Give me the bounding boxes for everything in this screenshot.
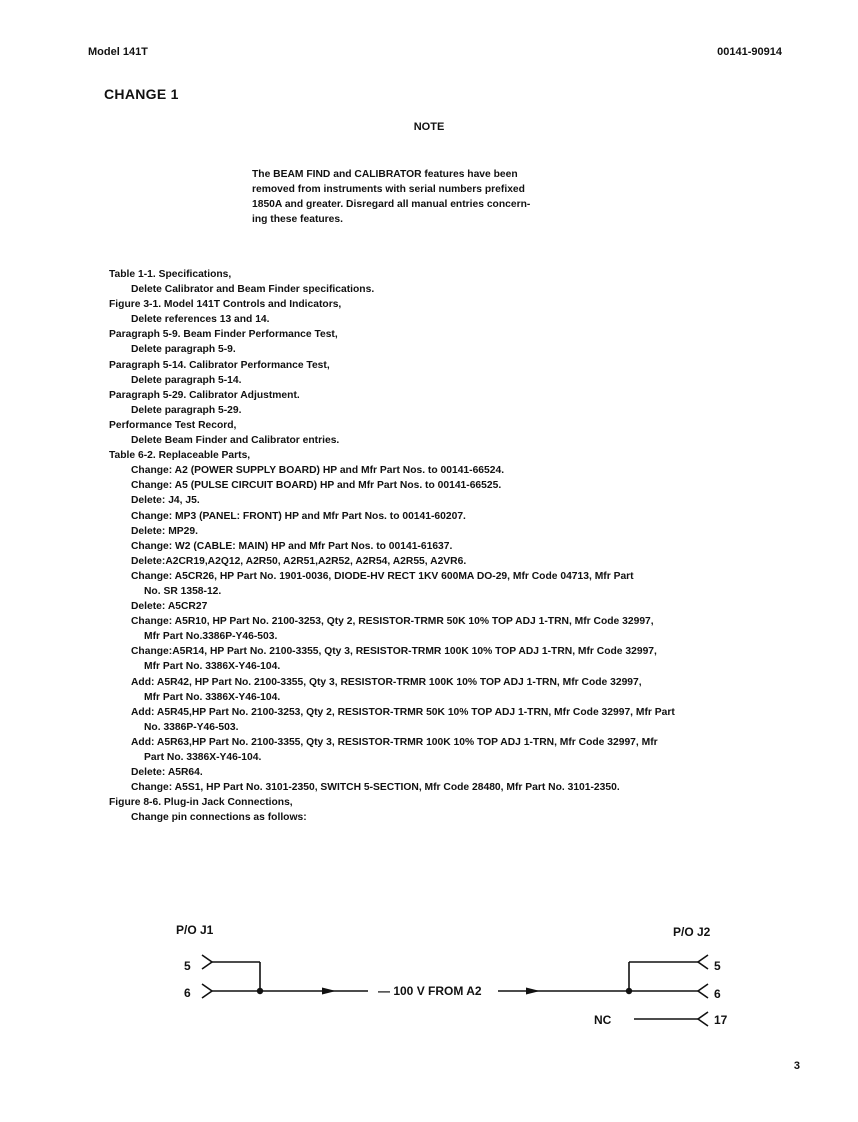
change-heading: Figure 3-1. Model 141T Controls and Indicators, xyxy=(109,299,342,311)
change-heading: Paragraph 5-29. Calibrator Adjustment. xyxy=(109,389,300,401)
change-entry: Mfr Part No. 3386X-Y46-104. xyxy=(144,691,281,703)
change-entry: No. 3386P-Y46-503. xyxy=(144,721,239,733)
left-connector-label: P/O J1 xyxy=(176,923,214,937)
change-heading: Table 6-2. Replaceable Parts, xyxy=(109,450,251,462)
right-pin-label: 5 xyxy=(714,959,721,973)
change-entry: Delete paragraph 5-14. xyxy=(131,374,242,386)
change-entry: Add: A5R45,HP Part No. 2100-3253, Qty 2, RESISTOR-TRMR 50K 10% TOP ADJ 1-TRN, Mfr Code 32997, Mfr Part xyxy=(131,706,675,718)
document-number: 00141-90914 xyxy=(717,46,782,58)
left-pin-label: 5 xyxy=(184,959,191,973)
change-entry: Change: A5 (PULSE CIRCUIT BOARD) HP and Mfr Part Nos. to 00141-66525. xyxy=(131,480,502,492)
change-entry: Delete: A5R64. xyxy=(131,767,203,779)
note-line: 1850A and greater. Disregard all manual entries concern- xyxy=(252,199,531,210)
left-pin-5-arrow xyxy=(202,955,212,969)
change-entry: Change: A2 (POWER SUPPLY BOARD) HP and Mfr Part Nos. to 00141-66524. xyxy=(131,465,505,477)
left-pin-label: 6 xyxy=(184,986,191,1000)
nc-label: NC xyxy=(594,1013,612,1027)
change-entry: Delete: MP29. xyxy=(131,525,198,537)
change-title: CHANGE 1 xyxy=(104,86,179,102)
page-number: 3 xyxy=(793,1060,800,1072)
model-label: Model 141T xyxy=(88,46,148,58)
change-entry: Change: A5CR26, HP Part No. 1901-0036, DIODE-HV RECT 1KV 600MA DO-29, Mfr Code 04713, Mfr Part xyxy=(131,570,634,582)
change-entry: Add: A5R42, HP Part No. 2100-3355, Qty 3, RESISTOR-TRMR 100K 10% TOP ADJ 1-TRN, Mfr Code 32997, xyxy=(131,676,642,688)
pin-connection-diagram xyxy=(0,900,858,1060)
change-entry: Delete:A2CR19,A2Q12, A2R50, A2R51,A2R52, A2R54, A2R55, A2VR6. xyxy=(131,555,467,567)
note-line: The BEAM FIND and CALIBRATOR features have been xyxy=(252,169,518,180)
change-entry: Change: A5S1, HP Part No. 3101-2350, SWITCH 5-SECTION, Mfr Code 28480, Mfr Part No. 3101-2350. xyxy=(131,782,620,794)
change-heading: Paragraph 5-9. Beam Finder Performance Test, xyxy=(109,329,338,341)
change-entry: Change pin connections as follows: xyxy=(131,812,307,824)
left-bus-arrowhead xyxy=(322,988,336,995)
right-pin-label: 6 xyxy=(714,987,721,1001)
change-entry: Change:A5R14, HP Part No. 2100-3355, Qty 3, RESISTOR-TRMR 100K 10% TOP ADJ 1-TRN, Mfr Code 32997, xyxy=(131,646,657,658)
change-heading: Performance Test Record, xyxy=(109,419,237,431)
change-entry: Delete Beam Finder and Calibrator entries. xyxy=(131,435,340,447)
change-entry: No. SR 1358-12. xyxy=(144,585,222,597)
change-entry: Delete references 13 and 14. xyxy=(131,314,270,326)
right-pin-label: 17 xyxy=(714,1013,728,1027)
change-entry: Delete Calibrator and Beam Finder specifications. xyxy=(131,284,375,296)
change-entry: Part No. 3386X-Y46-104. xyxy=(144,752,262,763)
change-entry: Delete paragraph 5-9. xyxy=(131,344,236,356)
change-entry: Delete: A5CR27 xyxy=(131,601,208,613)
right-bus-arrowhead xyxy=(526,988,540,995)
change-heading: Paragraph 5-14. Calibrator Performance Test, xyxy=(109,359,330,371)
note-body xyxy=(252,167,597,227)
right-pin-6-arrow xyxy=(698,984,708,998)
change-entry: Change: W2 (CABLE: MAIN) HP and Mfr Part Nos. to 00141-61637. xyxy=(131,540,453,552)
change-entry: Change: MP3 (PANEL: FRONT) HP and Mfr Part Nos. to 00141-60207. xyxy=(131,510,466,522)
change-heading: Figure 8-6. Plug-in Jack Connections, xyxy=(109,797,293,809)
note-line: removed from instruments with serial numbers prefixed xyxy=(252,184,525,195)
supply-label: — 100 V FROM A2 xyxy=(378,984,482,998)
left-pin-6-arrow xyxy=(202,984,212,998)
change-entry: Mfr Part No. 3386X-Y46-104. xyxy=(144,661,281,673)
change-entry: Mfr Part No.3386P-Y46-503. xyxy=(144,631,278,643)
change-entry: Delete: J4, J5. xyxy=(131,495,200,507)
right-pin-5-arrow xyxy=(698,955,708,969)
note-title: NOTE xyxy=(413,121,445,133)
change-entry: Delete paragraph 5-29. xyxy=(131,404,242,416)
change-list xyxy=(109,267,799,825)
note-line: ing these features. xyxy=(252,214,343,225)
change-entry: Change: A5R10, HP Part No. 2100-3253, Qty 2, RESISTOR-TRMR 50K 10% TOP ADJ 1-TRN, Mfr Code 32997, xyxy=(131,616,654,628)
right-pin-17-arrow xyxy=(698,1012,708,1026)
change-entry: Add: A5R63,HP Part No. 2100-3355, Qty 3, RESISTOR-TRMR 100K 10% TOP ADJ 1-TRN, Mfr Code 32997, Mfr xyxy=(131,736,658,748)
change-heading: Table 1-1. Specifications, xyxy=(109,269,232,280)
right-connector-label: P/O J2 xyxy=(673,925,711,939)
